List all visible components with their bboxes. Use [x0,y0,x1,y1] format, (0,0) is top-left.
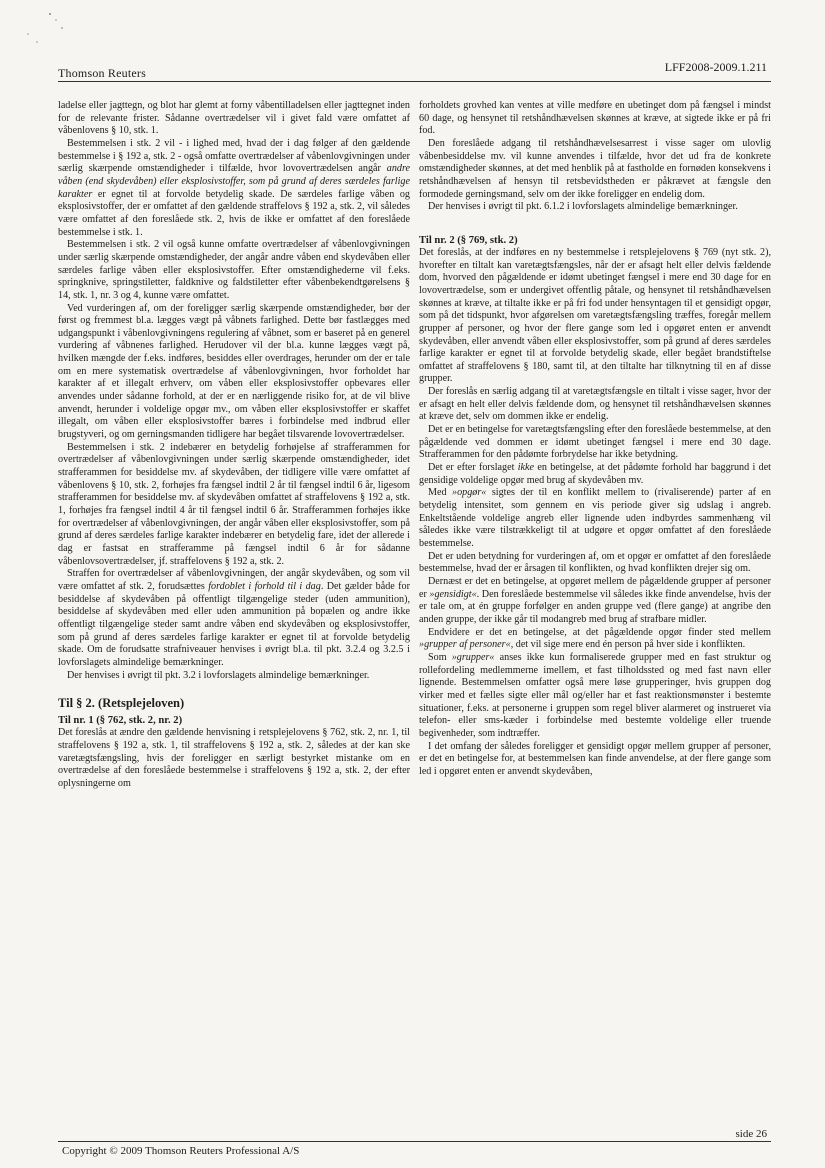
footer-divider [58,1141,771,1142]
paragraph: Det foreslås, at der indføres en ny bestemmelse i retsplejelovens § 769 (nyt stk. 2), hvorefter en tiltalt kan varetægtsfængsles, når der er afsagt helt eller delvis fældende dom, hvorved den pågældende er idømt ubetinget fængsel i mere end 30 dage for en lovovertrædelse, som er undergivet offentlig påtale, og hensynet til retshåndhævelsen skønnes at kræve, at tiltalte ikke er på fri fod under hensyntagen til et gensidigt opgør, som på det tidspunkt, hvor afgørelsen om varetægtsfængsling træffes, foregår mellem grupper af personer, og hvor der flere gange som led i opgøret enten er anvendt skydevåben, eller anvendt våben eller eksplosivstoffer, som på grund af deres særdeles farlige karakter er egnet til at forvolde betydelig skade, eller begået brandstiftelse omfattet af straffelovens § 180, samt til, at den tiltalte har tilknytning til en af disse grupper. [419,246,771,385]
paragraph: Bestemmelsen i stk. 2 vil også kunne omfatte overtrædelser af våbenlovgivningen under særlig skærpende omstændigheder, der angår andre våben end skydevåben eller særdeles farlige våben eller eksplosivstoffer. Efter omstændighederne vil f.eks. springknive, springstiletter, faldknive og faldstiletter efter våbenbekendtgørelsens § 14, stk. 1, nr. 3 og 4, kunne være omfattet. [58,239,410,301]
scan-smudge [22,6,82,46]
paragraph: Straffen for overtrædelser af våbenlovgivningen, der angår skydevåben, og som vil være omfattet af stk. 2, forudsættes fordoblet i forhold til i dag. Det gælder både for besiddelse af skydevåben på offentligt tilgængelige steder (uden ammunition), besiddelse af skydevåben med eller uden ammunition på bopælen og andre ikke offentligt tilgængelige steder samt andre våben end skydevåben og eksplosivstoffer, som på grund af deres særdeles farlige karakter er egnet til at forvolde betydelig skade. Om de forudsatte strafniveauer henvises i øvrigt bl.a. til pkt. 3.2.4 og 3.2.5 i lovforslagets almindelige bemærkninger. [58,568,410,668]
section-heading: Til § 2. (Retsplejeloven) [58,696,185,711]
paragraph: Det er efter forslaget ikke en betingelse, at det pådømte forhold har baggrund i det gensidige voldelige opgør med brug af skydevåben mv. [419,462,771,486]
subsection-heading: Til nr. 2 (§ 769, stk. 2) [419,234,518,246]
left-column [58,100,410,790]
paragraph: Det er en betingelse for varetægtsfængsling efter den foreslåede bestemmelse, at den pågældende ved dommen er idømt ubetinget fængsel i mere end 30 dage. Strafferammen for den pådømte forbrydelse har ikke betydning. [419,424,771,461]
paragraph: Der foreslås en særlig adgang til at varetægtsfængsle en tiltalt i visse sager, hvor der er afsagt en helt eller delvis fældende dom, og hensynet til retshåndhævelsen skønnes at kræve det, selv om dommen ikke er endelig. [419,386,771,423]
footer-copyright: Copyright © 2009 Thomson Reuters Professional A/S [62,1145,300,1157]
paragraph: Der henvises i øvrigt til pkt. 3.2 i lovforslagets almindelige bemærkninger. [67,669,370,681]
paragraph: Det er uden betydning for vurderingen af, om et opgør er omfattet af den foreslåede bestemmelse, hvad der er årsagen til konflikten, og hvad konflikten drejer sig om. [419,550,771,575]
paragraph: ladelse eller jagttegn, og blot har glemt at forny våbentilladelsen eller jagttegnet inden for de relevante frister. Sådanne overtrædelser vil i givet fald være omfattet af våbenlovens § 10, stk. 1. [58,100,410,137]
paragraph: Dernæst er det en betingelse, at opgøret mellem de pågældende grupper af personer er »gensidigt«. Den foreslåede bestemmelse vil således ikke finde anvendelse, hvis der er tale om, at én gruppe forfølger en anden gruppe ved (flere gange) at angribe den anden gruppe, der ikke går til modangreb med brug af strafbare midler. [419,575,771,625]
paragraph: Endvidere er det en betingelse, at det pågældende opgør finder sted mellem »grupper af personer«, det vil sige mere end én person på hver side i konflikten. [419,626,771,651]
header-divider [58,81,771,82]
paragraph: Ved vurderingen af, om der foreligger særlig skærpende omstændigheder, bør der først og fremmest bl.a. lægges vægt på våbnets farlighed. Dette bør fastlægges med udgangspunkt i våbenlovgivningens regulering af våbnet, som er baseret på en generel vurdering af våbnenes farlighed. Herudover vil der bl.a. kunne lægges vægt på, hvilken mængde der f.eks. indføres, besiddes eller overdrages, herunder om der er tale om en mere systematisk overtrædelse af våbenlovgivningen, hvor forholdet har karakter af et illegalt erhverv, om våben eller eksplosivstoffer opbevares eller anvendes under sådanne forhold, at der er en nærliggende risiko for, at de vil blive anvendt, herunder i voldelige opgør mv., om våben eller eksplosivstoffer er skaffet illegalt, om våben eller eksplosivstoffer bæres i forbindelse med indbrud eller brugstyveri, og om gerningsmanden tidligere har begået tilsvarende lovovertrædelser. [58,302,410,441]
paragraph: Bestemmelsen i stk. 2 vil - i lighed med, hvad der i dag følger af den gældende bestemmelse i § 192 a, stk. 2 - også omfatte overtrædelser af våbenlovgivningen under særlig skærpende omstændigheder i tilfælde, hvor lovovertrædelsen angår andre våben (end skydevåben) eller eksplosivstoffer, som på grund af deres særdeles farlige karakter er egnet til at forvolde betydelig skade. De særdeles farlige våben og eksplosivstoffer, der er omfattet af den gældende straffelovs § 192 a, stk. 2, vil således være omfattet af den foreslåede stk. 2, hvis de ikke er omfattet af den foreslåede bestemmelse i stk. 1. [58,137,410,238]
right-column [419,100,771,778]
paragraph: Som »grupper« anses ikke kun formaliserede grupper med en fast struktur og rollefordeling medlemmerne imellem, et fast tilholdssted og med fast navn eller lignende. Bestemmelsen omfatter også mere løse grupperinger, hvis gruppen dog virker med et fælles sigte eller mål og/eller har et fast reaktionsmønster i bestemte situationer, f.eks. at personerne i gruppen som regel bliver alarmeret og instrueret via telefon- eller sms-kæder i forbindelse med bestemte voldelige eller truende begivenheder, som indtræffer. [419,651,771,739]
paragraph: I det omfang der således foreligger et gensidigt opgør mellem grupper af personer, er det en betingelse for, at bestemmelsen kan finde anvendelse, at der flere gange som led i opgøret enten er anvendt skydevåben, [419,740,771,777]
paragraph: Det foreslås at ændre den gældende henvisning i retsplejelovens § 762, stk. 2, nr. 1, til straffelovens § 192 a, stk. 1, til straffelovens § 192 a, stk. 2, således at der kan ske varetægtsfængsling, hvis der foreligger en særligt bestyrket mistanke om en overtrædelse af den foreslåede bestemmelse i straffelovens § 192 a, stk. 2, der efter oplysningerne om [58,727,410,789]
paragraph: Der henvises i øvrigt til pkt. 6.1.2 i lovforslagets almindelige bemærkninger. [428,201,738,213]
page-number: side 26 [735,1128,767,1140]
paragraph: Den foreslåede adgang til retshåndhævelsesarrest i visse sager om ulovlig våbenbesiddelse mv. vil kunne anvendes i tilfælde, hvor det ud fra de konkrete omstændigheder skønnes, at det med henblik på at fastholde en fornøden konsekvens i retshåndhævelsen af hensyn til retsbevidstheden er påkrævet at fængsle den formodede gerningsmand, selv om der ikke foreligger en endelig dom. [419,137,771,200]
header-document-id: LFF2008-2009.1.211 [664,60,767,74]
header-publisher: Thomson Reuters [58,66,146,80]
paragraph: forholdets grovhed kan ventes at ville medføre en ubetinget dom på fængsel i mindst 60 dage, og hensynet til retshåndhævelsen skønnes at kræve, at sigtede ikke er på fri fod. [419,100,771,137]
paragraph: Med »opgør« sigtes der til en konflikt mellem to (rivaliserende) parter af en betydelig intensitet, som gennem en vis periode giver sig udslag i angreb. Enkeltstående voldelige angreb eller lignende uden indbyrdes sammenhæng vil således ikke være tilstrækkeligt til at udgøre et opgør omfattet af den foreslåede bestemmelse. [419,487,771,549]
subsection-heading: Til nr. 1 (§ 762, stk. 2, nr. 2) [58,715,183,727]
paragraph: Bestemmelsen i stk. 2 indebærer en betydelig forhøjelse af strafferammen for overtrædelser af våbenlovgivningen under særlig skærpende omstændigheder, idet strafferammen for besiddelse mv. af skydevåben, der tidligere ville være omfattet af våbenlovens § 10, stk. 2, forhøjes fra fængsel indtil 2 år til fængsel indtil 6 år, ligesom strafferammen for besiddelse mv. af skydevåben omfattet af straffelovens § 192 a, stk. 1, forhøjes fra fængsel indtil 4 år til fængsel indtil 6 år. Strafferammen forhøjes ikke for overtrædelser af våbenlovgivningen, der angår våben eller eksplosivstoffer, som på grund af deres særdeles farlige karakter indebærer en betydelig fare, idet der allerede i dag er fastsat en strafferamme på fængsel indtil 6 år for sådanne våbenlovsovertrædelser, jf. straffelovens § 192 a, stk. 2. [58,441,410,567]
